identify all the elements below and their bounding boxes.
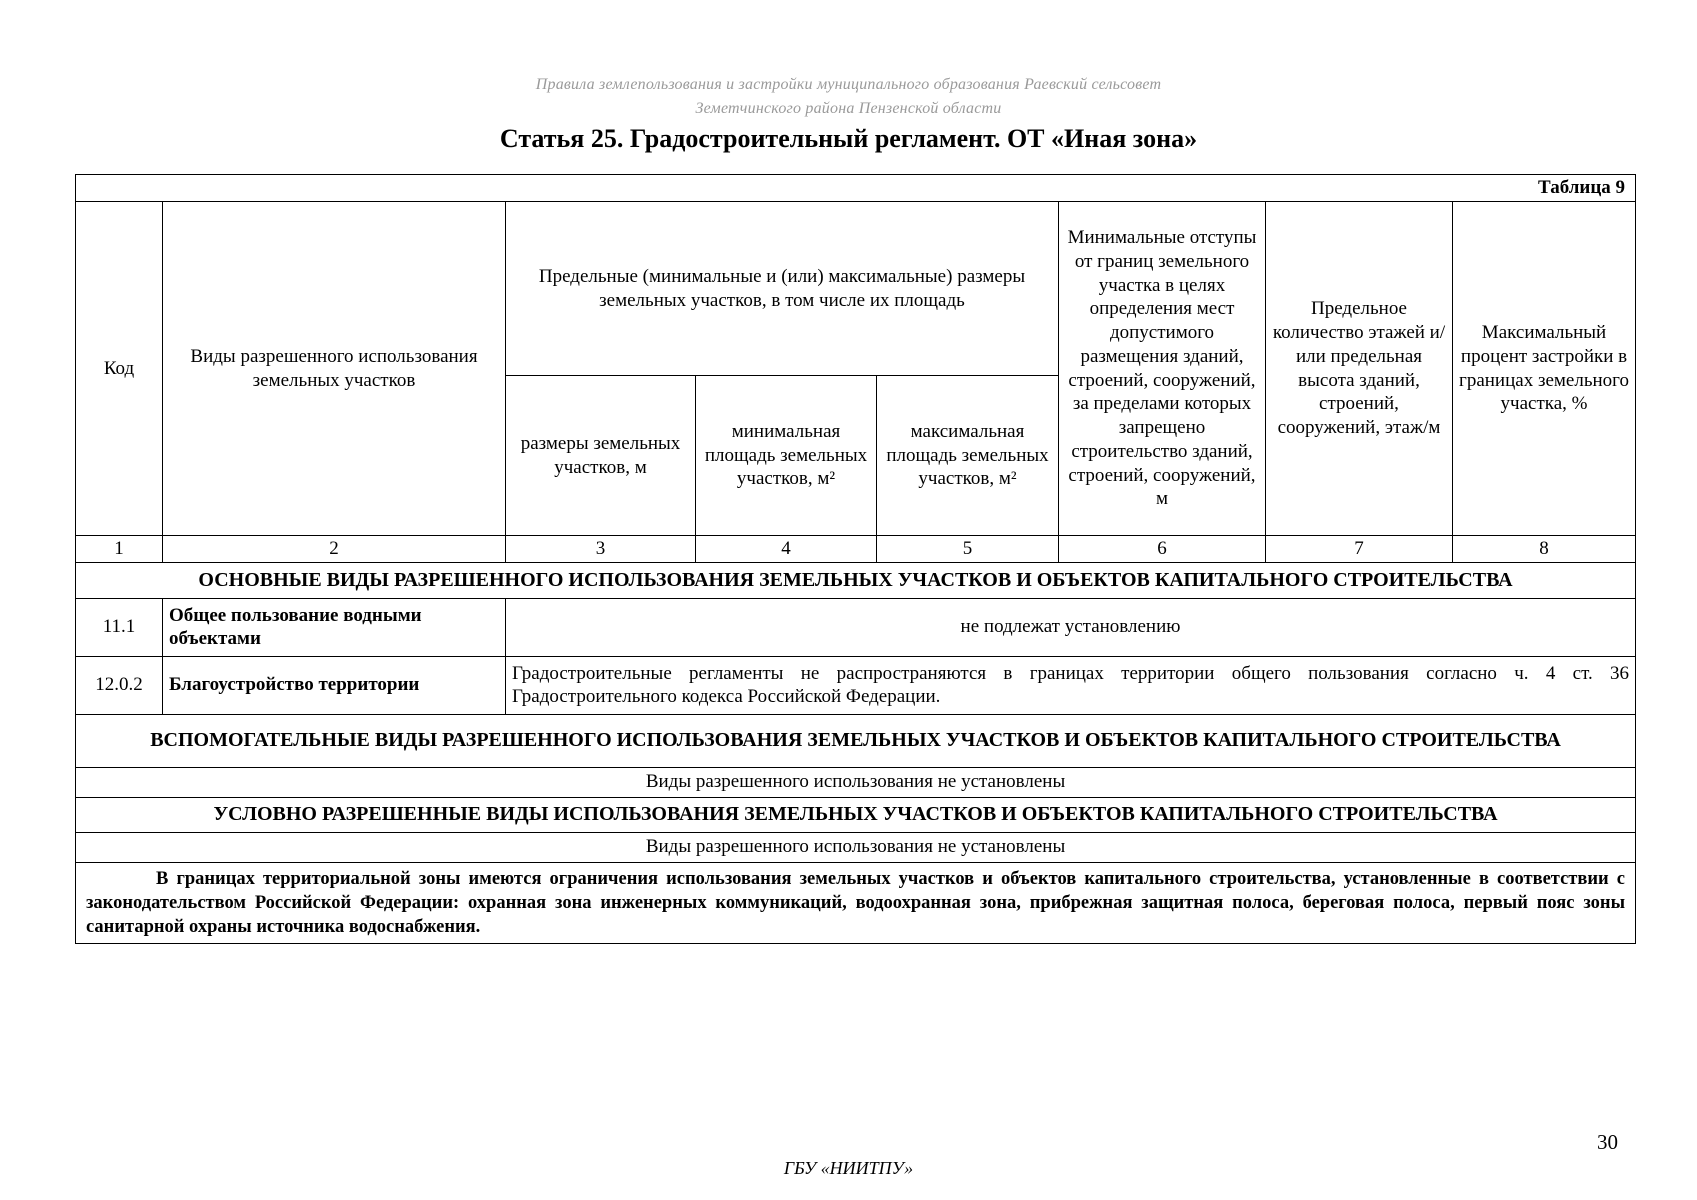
section-main-heading: ОСНОВНЫЕ ВИДЫ РАЗРЕШЕННОГО ИСПОЛЬЗОВАНИЯ ЗЕМЕЛЬНЫХ УЧАСТКОВ И ОБЪЕКТОВ КАПИТАЛЬНОГО СТРОИТЕЛЬСТВА — [76, 562, 1636, 598]
header-coverage: Максимальный процент застройки в границах земельного участка, % — [1453, 202, 1636, 536]
column-number: 4 — [696, 536, 877, 563]
table-caption: Таблица 9 — [76, 175, 1636, 202]
header-use-types: Виды разрешенного использования земельных участков — [163, 202, 506, 536]
column-number: 1 — [76, 536, 163, 563]
regulation-table — [75, 174, 1636, 944]
header-code: Код — [76, 202, 163, 536]
table-row — [76, 656, 1636, 714]
conditional-note: Виды разрешенного использования не установлены — [76, 832, 1636, 862]
row-note: Градостроительные регламенты не распространяются в границах территории общего пользования согласно ч. 4 ст. 36 Градостроительного кодекса Российской Федерации. — [506, 656, 1636, 714]
section-conditional-heading: УСЛОВНО РАЗРЕШЕННЫЕ ВИДЫ ИСПОЛЬЗОВАНИЯ ЗЕМЕЛЬНЫХ УЧАСТКОВ И ОБЪЕКТОВ КАПИТАЛЬНОГО СТРОИТЕЛЬСТВА — [76, 797, 1636, 832]
header-setbacks: Минимальные отступы от границ земельного участка в целях определения мест допустимого размещения зданий, строений, сооружений, за пределами которых запрещено строительство зданий, строений, сооружений, м — [1059, 202, 1266, 536]
section-aux-heading: ВСПОМОГАТЕЛЬНЫЕ ВИДЫ РАЗРЕШЕННОГО ИСПОЛЬЗОВАНИЯ ЗЕМЕЛЬНЫХ УЧАСТКОВ И ОБЪЕКТОВ КАПИТАЛЬНОГО СТРОИТЕЛЬСТВА — [76, 714, 1636, 767]
header-min-area: минимальная площадь земельных участков, м² — [696, 376, 877, 536]
row-use-name: Благоустройство территории — [163, 656, 506, 714]
row-note: не подлежат установлению — [506, 598, 1636, 656]
row-code: 11.1 — [76, 598, 163, 656]
page-footer: ГБУ «НИИТПУ» — [783, 1158, 914, 1178]
table-row — [76, 598, 1636, 656]
row-use-name: Общее пользование водными объектами — [163, 598, 506, 656]
header-max-area: максимальная площадь земельных участков, м² — [877, 376, 1059, 536]
column-number: 3 — [506, 536, 696, 563]
aux-note: Виды разрешенного использования не установлены — [76, 767, 1636, 797]
column-number: 6 — [1059, 536, 1266, 563]
column-number: 2 — [163, 536, 506, 563]
column-number: 5 — [877, 536, 1059, 563]
running-header-line-1: Правила землепользования и застройки муниципального образования Раевский сельсовет — [535, 76, 1162, 93]
header-limit-sizes: Предельные (минимальные и (или) максимальные) размеры земельных участков, в том числе их площадь — [506, 202, 1059, 376]
column-number: 7 — [1266, 536, 1453, 563]
article-title: Статья 25. Градостроительный регламент. ОТ «Иная зона» — [499, 124, 1198, 153]
column-number: 8 — [1453, 536, 1636, 563]
column-numbers-row — [76, 536, 1636, 563]
header-floors: Предельное количество этажей и/или предельная высота зданий, строений, сооружений, этаж/м — [1266, 202, 1453, 536]
restrictions-note: В границах территориальной зоны имеются ограничения использования земельных участков и объектов капитального строительства, установленные в соответствии с законодательством Российской Федерации: охранная зона инженерных коммуникаций, водоохранная зона, прибрежная защитная полоса, береговая полоса, первый пояс зоны санитарной охраны источника водоснабжения. — [76, 862, 1636, 943]
running-header-line-2: Земетчинского района Пензенской области — [695, 100, 1002, 117]
row-code: 12.0.2 — [76, 656, 163, 714]
page-number: 30 — [1597, 1130, 1618, 1154]
header-sizes-m: размеры земельных участков, м — [506, 376, 696, 536]
